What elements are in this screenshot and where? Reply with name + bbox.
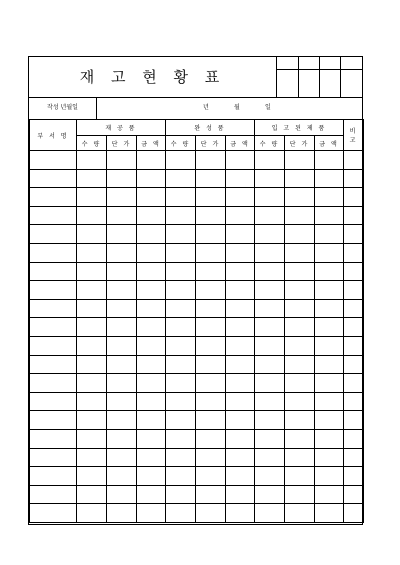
approval-cell[interactable] bbox=[341, 57, 362, 70]
table-cell[interactable] bbox=[344, 411, 364, 430]
approval-box bbox=[277, 57, 362, 97]
table-cell[interactable] bbox=[77, 355, 107, 374]
table-cell[interactable] bbox=[196, 281, 226, 300]
table-cell[interactable] bbox=[166, 392, 196, 411]
form-title: 재 고 현 황 표 bbox=[29, 57, 277, 97]
table-cell[interactable] bbox=[107, 392, 137, 411]
table-cell[interactable] bbox=[315, 485, 344, 504]
group-header-wip: 재 공 품 bbox=[77, 120, 166, 136]
table-cell[interactable] bbox=[77, 448, 107, 467]
table-cell[interactable] bbox=[344, 281, 364, 300]
table-row bbox=[30, 355, 364, 374]
table-cell[interactable] bbox=[226, 151, 255, 170]
table-cell[interactable] bbox=[30, 411, 77, 430]
date-month-label: 월 bbox=[234, 104, 240, 111]
table-row bbox=[30, 225, 364, 244]
table-cell[interactable] bbox=[285, 392, 315, 411]
table-cell[interactable] bbox=[77, 429, 107, 448]
table-cell[interactable] bbox=[77, 243, 107, 262]
table-cell[interactable] bbox=[77, 281, 107, 300]
table-cell[interactable] bbox=[226, 169, 255, 188]
sub-header: 수 량 bbox=[166, 136, 196, 151]
table-cell[interactable] bbox=[30, 355, 77, 374]
table-cell[interactable] bbox=[77, 392, 107, 411]
table-row bbox=[30, 504, 364, 523]
table-cell[interactable] bbox=[344, 392, 364, 411]
table-cell[interactable] bbox=[344, 299, 364, 318]
table-cell[interactable] bbox=[255, 429, 285, 448]
table-cell[interactable] bbox=[226, 411, 255, 430]
table-cell[interactable] bbox=[226, 262, 255, 281]
approval-cell[interactable] bbox=[320, 57, 341, 70]
table-cell[interactable] bbox=[196, 374, 226, 393]
table-cell[interactable] bbox=[344, 336, 364, 355]
table-cell[interactable] bbox=[77, 411, 107, 430]
table-cell[interactable] bbox=[344, 206, 364, 225]
table-cell[interactable] bbox=[107, 504, 137, 523]
table-cell[interactable] bbox=[255, 225, 285, 244]
table-cell[interactable] bbox=[315, 467, 344, 486]
table-row bbox=[30, 299, 364, 318]
table-cell[interactable] bbox=[315, 151, 344, 170]
table-cell[interactable] bbox=[196, 299, 226, 318]
table-cell[interactable] bbox=[30, 429, 77, 448]
inventory-table bbox=[29, 119, 364, 523]
table-cell[interactable] bbox=[30, 467, 77, 486]
table-cell[interactable] bbox=[226, 504, 255, 523]
table-cell[interactable] bbox=[315, 374, 344, 393]
table-cell[interactable] bbox=[137, 504, 166, 523]
table-cell[interactable] bbox=[344, 448, 364, 467]
table-cell[interactable] bbox=[166, 262, 196, 281]
table-cell[interactable] bbox=[166, 318, 196, 337]
table-cell[interactable] bbox=[166, 374, 196, 393]
table-cell[interactable] bbox=[166, 485, 196, 504]
table-cell[interactable] bbox=[226, 429, 255, 448]
table-cell[interactable] bbox=[137, 355, 166, 374]
table-cell[interactable] bbox=[255, 169, 285, 188]
table-cell[interactable] bbox=[30, 281, 77, 300]
table-cell[interactable] bbox=[226, 374, 255, 393]
table-cell[interactable] bbox=[344, 429, 364, 448]
table-cell[interactable] bbox=[166, 188, 196, 207]
table-cell[interactable] bbox=[344, 355, 364, 374]
table-cell[interactable] bbox=[196, 151, 226, 170]
table-cell[interactable] bbox=[285, 262, 315, 281]
table-cell[interactable] bbox=[107, 485, 137, 504]
table-cell[interactable] bbox=[137, 299, 166, 318]
table-cell[interactable] bbox=[30, 243, 77, 262]
table-cell[interactable] bbox=[315, 262, 344, 281]
sub-header: 수 량 bbox=[255, 136, 285, 151]
table-cell[interactable] bbox=[255, 243, 285, 262]
table-cell[interactable] bbox=[30, 151, 77, 170]
table-cell[interactable] bbox=[315, 243, 344, 262]
table-cell[interactable] bbox=[285, 243, 315, 262]
table-cell[interactable] bbox=[315, 448, 344, 467]
table-cell[interactable] bbox=[137, 429, 166, 448]
table-row bbox=[30, 485, 364, 504]
sub-header: 단 가 bbox=[107, 136, 137, 151]
table-cell[interactable] bbox=[166, 206, 196, 225]
table-cell[interactable] bbox=[196, 206, 226, 225]
table-cell[interactable] bbox=[77, 206, 107, 225]
table-cell[interactable] bbox=[315, 336, 344, 355]
table-row bbox=[30, 336, 364, 355]
table-cell[interactable] bbox=[137, 392, 166, 411]
table-row bbox=[30, 392, 364, 411]
table-row bbox=[30, 169, 364, 188]
table-cell[interactable] bbox=[77, 336, 107, 355]
table-cell[interactable] bbox=[196, 262, 226, 281]
table-cell[interactable] bbox=[344, 467, 364, 486]
table-cell[interactable] bbox=[196, 504, 226, 523]
table-cell[interactable] bbox=[166, 169, 196, 188]
sub-header: 단 가 bbox=[196, 136, 226, 151]
table-cell[interactable] bbox=[285, 169, 315, 188]
table-cell[interactable] bbox=[107, 225, 137, 244]
table-row bbox=[30, 262, 364, 281]
table-cell[interactable] bbox=[255, 281, 285, 300]
date-day-label: 일 bbox=[265, 104, 271, 111]
table-cell[interactable] bbox=[285, 374, 315, 393]
table-cell[interactable] bbox=[107, 299, 137, 318]
table-cell[interactable] bbox=[166, 429, 196, 448]
table-cell[interactable] bbox=[77, 169, 107, 188]
table-cell[interactable] bbox=[226, 188, 255, 207]
table-cell[interactable] bbox=[196, 467, 226, 486]
table-row bbox=[30, 429, 364, 448]
table-row bbox=[30, 467, 364, 486]
sub-header: 금 액 bbox=[315, 136, 344, 151]
sub-header: 수 량 bbox=[77, 136, 107, 151]
table-cell[interactable] bbox=[226, 355, 255, 374]
table-cell[interactable] bbox=[196, 318, 226, 337]
group-header-finished: 완 성 품 bbox=[166, 120, 255, 136]
date-year-label: 년 bbox=[203, 104, 209, 111]
table-row bbox=[30, 374, 364, 393]
table-cell[interactable] bbox=[137, 169, 166, 188]
table-cell[interactable] bbox=[30, 206, 77, 225]
approval-cell[interactable] bbox=[299, 70, 320, 97]
table-cell[interactable] bbox=[77, 467, 107, 486]
table-cell[interactable] bbox=[315, 411, 344, 430]
table-row bbox=[30, 188, 364, 207]
table-cell[interactable] bbox=[107, 336, 137, 355]
table-row bbox=[30, 318, 364, 337]
table-cell[interactable] bbox=[285, 225, 315, 244]
table-cell[interactable] bbox=[166, 281, 196, 300]
table-cell[interactable] bbox=[196, 243, 226, 262]
table-cell[interactable] bbox=[107, 151, 137, 170]
table-cell[interactable] bbox=[255, 206, 285, 225]
table-cell[interactable] bbox=[344, 485, 364, 504]
title-row bbox=[29, 57, 362, 98]
table-cell[interactable] bbox=[255, 467, 285, 486]
table-cell[interactable] bbox=[255, 355, 285, 374]
table-cell[interactable] bbox=[255, 411, 285, 430]
table-cell[interactable] bbox=[77, 188, 107, 207]
table-cell[interactable] bbox=[344, 504, 364, 523]
table-cell[interactable] bbox=[285, 504, 315, 523]
table-cell[interactable] bbox=[255, 485, 285, 504]
date-label: 작성 년월일 bbox=[29, 97, 97, 119]
table-cell[interactable] bbox=[137, 485, 166, 504]
table-cell[interactable] bbox=[315, 281, 344, 300]
approval-cell[interactable] bbox=[277, 57, 299, 70]
table-cell[interactable] bbox=[285, 467, 315, 486]
sub-header: 금 액 bbox=[226, 136, 255, 151]
table-cell[interactable] bbox=[166, 504, 196, 523]
table-cell[interactable] bbox=[344, 374, 364, 393]
table-cell[interactable] bbox=[255, 188, 285, 207]
table-cell[interactable] bbox=[107, 467, 137, 486]
table-cell[interactable] bbox=[344, 318, 364, 337]
table-cell[interactable] bbox=[137, 206, 166, 225]
table-cell[interactable] bbox=[255, 299, 285, 318]
table-cell[interactable] bbox=[315, 392, 344, 411]
table-cell[interactable] bbox=[226, 448, 255, 467]
table-cell[interactable] bbox=[107, 374, 137, 393]
table-cell[interactable] bbox=[196, 411, 226, 430]
table-cell[interactable] bbox=[30, 374, 77, 393]
table-cell[interactable] bbox=[315, 188, 344, 207]
table-row bbox=[30, 151, 364, 170]
table-cell[interactable] bbox=[285, 281, 315, 300]
table-cell[interactable] bbox=[315, 299, 344, 318]
table-cell[interactable] bbox=[77, 151, 107, 170]
table-cell[interactable] bbox=[344, 188, 364, 207]
table-cell[interactable] bbox=[196, 448, 226, 467]
table-cell[interactable] bbox=[107, 169, 137, 188]
table-cell[interactable] bbox=[30, 318, 77, 337]
table-cell[interactable] bbox=[315, 355, 344, 374]
table-cell[interactable] bbox=[77, 318, 107, 337]
table-cell[interactable] bbox=[107, 243, 137, 262]
table-cell[interactable] bbox=[255, 336, 285, 355]
table-cell[interactable] bbox=[196, 485, 226, 504]
table-cell[interactable] bbox=[166, 243, 196, 262]
table-cell[interactable] bbox=[30, 188, 77, 207]
sub-header: 금 액 bbox=[137, 136, 166, 151]
table-cell[interactable] bbox=[137, 243, 166, 262]
table-cell[interactable] bbox=[285, 206, 315, 225]
approval-cell[interactable] bbox=[299, 57, 320, 70]
table-cell[interactable] bbox=[255, 504, 285, 523]
table-row bbox=[30, 281, 364, 300]
table-cell[interactable] bbox=[137, 225, 166, 244]
table-cell[interactable] bbox=[107, 188, 137, 207]
table-cell[interactable] bbox=[166, 151, 196, 170]
table-cell[interactable] bbox=[30, 336, 77, 355]
approval-cell[interactable] bbox=[320, 70, 341, 97]
table-cell[interactable] bbox=[285, 429, 315, 448]
table-cell[interactable] bbox=[226, 318, 255, 337]
table-cell[interactable] bbox=[107, 411, 137, 430]
approval-cell[interactable] bbox=[341, 70, 362, 97]
remarks-header: 비 고 bbox=[344, 120, 364, 151]
table-cell[interactable] bbox=[285, 336, 315, 355]
table-cell[interactable] bbox=[285, 188, 315, 207]
table-cell[interactable] bbox=[137, 374, 166, 393]
table-row bbox=[30, 206, 364, 225]
table-cell[interactable] bbox=[344, 169, 364, 188]
table-cell[interactable] bbox=[285, 485, 315, 504]
table-cell[interactable] bbox=[77, 299, 107, 318]
table-cell[interactable] bbox=[30, 225, 77, 244]
table-cell[interactable] bbox=[30, 485, 77, 504]
table-cell[interactable] bbox=[255, 262, 285, 281]
table-cell[interactable] bbox=[30, 262, 77, 281]
table-cell[interactable] bbox=[315, 318, 344, 337]
table-cell[interactable] bbox=[255, 318, 285, 337]
table-cell[interactable] bbox=[255, 374, 285, 393]
table-cell[interactable] bbox=[30, 392, 77, 411]
table-cell[interactable] bbox=[30, 169, 77, 188]
sub-header: 단 가 bbox=[285, 136, 315, 151]
table-cell[interactable] bbox=[196, 336, 226, 355]
table-cell[interactable] bbox=[77, 504, 107, 523]
table-cell[interactable] bbox=[166, 225, 196, 244]
table-cell[interactable] bbox=[107, 281, 137, 300]
group-header-received: 입 고 된 제 품 bbox=[255, 120, 344, 136]
inventory-status-form bbox=[28, 56, 363, 525]
approval-cell[interactable] bbox=[277, 70, 299, 97]
table-cell[interactable] bbox=[285, 151, 315, 170]
table-cell[interactable] bbox=[166, 299, 196, 318]
table-cell[interactable] bbox=[137, 448, 166, 467]
table-cell[interactable] bbox=[226, 467, 255, 486]
table-row bbox=[30, 411, 364, 430]
table-cell[interactable] bbox=[285, 355, 315, 374]
table-cell[interactable] bbox=[30, 448, 77, 467]
table-row bbox=[30, 448, 364, 467]
table-cell[interactable] bbox=[344, 151, 364, 170]
table-cell[interactable] bbox=[226, 392, 255, 411]
table-cell[interactable] bbox=[226, 299, 255, 318]
table-cell[interactable] bbox=[196, 188, 226, 207]
table-cell[interactable] bbox=[196, 392, 226, 411]
table-row bbox=[30, 243, 364, 262]
table-cell[interactable] bbox=[344, 225, 364, 244]
table-cell[interactable] bbox=[77, 374, 107, 393]
table-cell[interactable] bbox=[30, 299, 77, 318]
table-cell[interactable] bbox=[137, 411, 166, 430]
table-cell[interactable] bbox=[255, 392, 285, 411]
table-cell[interactable] bbox=[137, 188, 166, 207]
dept-header: 부 서 명 bbox=[30, 120, 77, 151]
table-cell[interactable] bbox=[137, 318, 166, 337]
table-cell[interactable] bbox=[107, 262, 137, 281]
table-cell[interactable] bbox=[315, 429, 344, 448]
table-cell[interactable] bbox=[137, 281, 166, 300]
table-cell[interactable] bbox=[77, 225, 107, 244]
table-cell[interactable] bbox=[196, 355, 226, 374]
table-cell[interactable] bbox=[77, 262, 107, 281]
table-cell[interactable] bbox=[226, 206, 255, 225]
table-cell[interactable] bbox=[285, 411, 315, 430]
table-cell[interactable] bbox=[226, 281, 255, 300]
table-cell[interactable] bbox=[107, 206, 137, 225]
date-row bbox=[29, 97, 362, 120]
table-cell[interactable] bbox=[255, 448, 285, 467]
table-cell[interactable] bbox=[166, 411, 196, 430]
table-cell[interactable] bbox=[137, 151, 166, 170]
table-cell[interactable] bbox=[344, 262, 364, 281]
table-cell[interactable] bbox=[315, 169, 344, 188]
table-cell[interactable] bbox=[196, 225, 226, 244]
table-cell[interactable] bbox=[285, 318, 315, 337]
table-cell[interactable] bbox=[315, 206, 344, 225]
table-cell[interactable] bbox=[107, 429, 137, 448]
table-cell[interactable] bbox=[166, 336, 196, 355]
table-cell[interactable] bbox=[196, 169, 226, 188]
table-cell[interactable] bbox=[107, 355, 137, 374]
table-cell[interactable] bbox=[285, 299, 315, 318]
table-cell[interactable] bbox=[344, 243, 364, 262]
table-cell[interactable] bbox=[315, 225, 344, 244]
table-cell[interactable] bbox=[137, 467, 166, 486]
table-cell[interactable] bbox=[77, 485, 107, 504]
table-cell[interactable] bbox=[226, 243, 255, 262]
table-cell[interactable] bbox=[137, 336, 166, 355]
table-cell[interactable] bbox=[196, 429, 226, 448]
table-cell[interactable] bbox=[137, 262, 166, 281]
table-cell[interactable] bbox=[226, 485, 255, 504]
table-cell[interactable] bbox=[107, 318, 137, 337]
table-cell[interactable] bbox=[255, 151, 285, 170]
table-cell[interactable] bbox=[285, 448, 315, 467]
table-cell[interactable] bbox=[30, 504, 77, 523]
table-cell[interactable] bbox=[166, 448, 196, 467]
table-cell[interactable] bbox=[315, 504, 344, 523]
table-cell[interactable] bbox=[226, 225, 255, 244]
table-cell[interactable] bbox=[166, 467, 196, 486]
table-cell[interactable] bbox=[107, 448, 137, 467]
table-cell[interactable] bbox=[166, 355, 196, 374]
table-cell[interactable] bbox=[226, 336, 255, 355]
